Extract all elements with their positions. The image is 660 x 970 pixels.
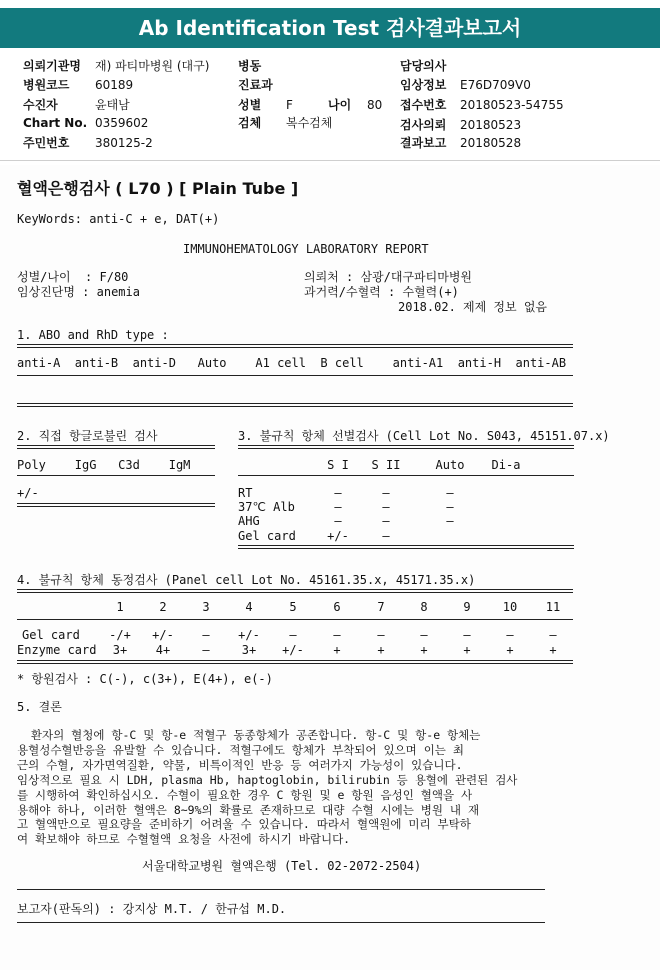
conclusion-line: 용해야 하나, 이러한 혈액은 8~9%의 확률로 존재하므로 대량 수혈 시에는 병원 내 재: [17, 802, 480, 817]
header-field-value: 20180528: [460, 136, 522, 150]
section3-cell: –: [382, 500, 390, 514]
section2-rule: [17, 475, 215, 476]
section4-col-header: 10: [502, 600, 518, 614]
keywords-line: KeyWords: anti-C + e, DAT(+): [17, 212, 220, 226]
section3-cell: –: [446, 500, 454, 514]
header-age: [328, 96, 382, 113]
header-field-value: 복수검체: [286, 116, 333, 130]
header-field-label: 병동: [238, 59, 262, 73]
header-field-value: 60189: [95, 78, 134, 92]
section4-col-header: 6: [333, 600, 341, 614]
section3-rule: [238, 475, 574, 476]
section1-bottom-rule: [17, 403, 573, 407]
section4-cell: –: [289, 628, 297, 642]
header-field-label: 검체: [238, 116, 262, 130]
age-label: 나이: [328, 98, 352, 112]
section2-headers: Poly IgG C3d IgM: [17, 458, 191, 472]
section3-cell: –: [382, 514, 390, 528]
transfusion-history: 과거력/수혈력 : 수혈력(+): [304, 285, 459, 299]
header-field-value: 380125-2: [95, 136, 153, 150]
section4-row-label: Enzyme card: [17, 643, 97, 657]
section4-bottom-rule: [17, 660, 573, 664]
section3-cell: –: [334, 500, 342, 514]
header-field: [238, 76, 286, 93]
header-field: [400, 96, 564, 113]
section4-col-header: 9: [463, 600, 471, 614]
section3-cell: –: [446, 514, 454, 528]
header-field-label: 담당의사: [400, 59, 447, 73]
section4-col-header: 2: [159, 600, 167, 614]
section4-cell: +: [463, 643, 471, 657]
section4-cell: 4+: [155, 643, 171, 657]
header-field-label: 병원코드: [23, 78, 70, 92]
section4-cell: +/-: [152, 628, 174, 642]
section4-cell: –: [202, 643, 210, 657]
conclusion-line: 임상적으로 필요 시 LDH, plasma Hb, haptoglobin, bilirubin 등 용혈에 관련된 검사: [17, 772, 518, 787]
section4-col-header: 4: [245, 600, 253, 614]
header-field: [23, 116, 148, 130]
header-field: [23, 96, 130, 113]
header-field-value: E76D709V0: [460, 78, 531, 92]
section4-cell: –: [420, 628, 428, 642]
section3-bottom-rule: [238, 545, 574, 549]
header-field-value: F: [286, 98, 293, 112]
footer-rule-top: [17, 889, 545, 890]
conclusion-line: 환자의 혈청에 항-C 및 항-e 적혈구 동종항체가 공존합니다. 항-C 및 항-e 항체는: [17, 728, 481, 742]
header-field-label: 임상정보: [400, 78, 447, 92]
section3-col-header: Di-a: [491, 458, 521, 472]
section1-headers: anti-A anti-B anti-D Auto A1 cell B cell anti-A1 anti-H anti-AB: [17, 356, 567, 370]
header-field: [23, 76, 133, 93]
conclusion-line: 고 혈액만으로 필요량을 준비하기 어려울 수 있습니다. 따라서 혈액원에 미리 부탁하: [17, 817, 471, 832]
conclusion-line: 를 시행하여 확인하십시오. 수혈이 필요한 경우 C 항원 및 e 항원 음성인 혈액을 사: [17, 787, 473, 802]
age-value: 80: [367, 98, 383, 112]
section3-cell: –: [446, 486, 454, 500]
header-field: [400, 134, 521, 151]
header-field-value: 20180523: [460, 118, 522, 132]
section3-row-label: 37℃ Alb: [238, 500, 295, 514]
conclusion-line: 여 확보해야 하므로 수혈혈액 요청을 사전에 하시기 바랍니다.: [17, 832, 351, 847]
section4-cell: –: [549, 628, 557, 642]
header-field: [400, 116, 521, 133]
antigen-test-line: * 항원검사 : C(-), c(3+), E(4+), e(-): [17, 672, 273, 686]
section4-cell: +/-: [238, 628, 260, 642]
header-field-value: 0359602: [95, 116, 149, 130]
section1-rule: [17, 375, 573, 376]
section4-cell: +/-: [282, 643, 304, 657]
section1-double-rule: [17, 344, 573, 348]
section4-col-header: 11: [545, 600, 561, 614]
section3-col-header: Auto: [435, 458, 465, 472]
section3-cell: –: [382, 529, 390, 543]
section4-cell: +: [549, 643, 557, 657]
reporter-line: 보고자(판독의) : 강지상 M.T. / 한규섭 M.D.: [17, 902, 287, 916]
section3-col-header: S II: [371, 458, 401, 472]
lab-report-title: IMMUNOHEMATOLOGY LABORATORY REPORT: [183, 242, 429, 256]
section4-cell: -/+: [109, 628, 131, 642]
section4-cell: 3+: [112, 643, 128, 657]
section4-cell: +: [506, 643, 514, 657]
section3-double-rule: [238, 445, 574, 449]
section1-title: 1. ABO and RhD type :: [17, 328, 169, 342]
institution-line: 서울대학교병원 혈액은행 (Tel. 02-2072-2504): [142, 859, 422, 873]
section3-col-header: S I: [327, 458, 349, 472]
header-field: [400, 57, 460, 74]
section4-cell: –: [333, 628, 341, 642]
header-field-label: 접수번호: [400, 98, 447, 112]
header-field: [400, 76, 531, 93]
section4-row-label: Gel card: [22, 628, 80, 642]
section5-title: 5. 결론: [17, 700, 62, 714]
header-field-label: 성별: [238, 98, 262, 112]
patient-sex-age: 성별/나이 : F/80: [17, 270, 129, 284]
report-title-bar: Ab Identification Test 검사결과보고서: [0, 8, 660, 48]
section4-cell: –: [202, 628, 210, 642]
section2-bottom-rule: [17, 503, 215, 507]
section4-cell: +: [377, 643, 385, 657]
section4-col-header: 8: [420, 600, 428, 614]
section4-cell: –: [463, 628, 471, 642]
header-field-value: 재) 파티마병원 (대구): [95, 59, 210, 73]
section4-cell: 3+: [241, 643, 257, 657]
section3-row-label: AHG: [238, 514, 260, 528]
section4-cell: –: [377, 628, 385, 642]
section3-cell: +/-: [327, 529, 349, 543]
section4-cell: –: [506, 628, 514, 642]
header-field-value: 20180523-54755: [460, 98, 564, 112]
footer-rule-bottom: [17, 922, 545, 923]
section4-cell: +: [420, 643, 428, 657]
header-field: [238, 96, 293, 113]
section3-cell: –: [334, 514, 342, 528]
section4-col-header: 1: [116, 600, 124, 614]
section4-rule: [17, 619, 573, 620]
section3-row-label: Gel card: [238, 529, 296, 543]
section3-cell: –: [382, 486, 390, 500]
section4-col-header: 3: [202, 600, 210, 614]
header-field: [23, 134, 153, 151]
section3-row-label: RT: [238, 486, 253, 500]
header-field-label: 주민번호: [23, 136, 70, 150]
header-divider: [0, 160, 660, 161]
referral-facility: 의뢰처 : 삼광/대구파티마병원: [304, 270, 473, 284]
conclusion-line: 용혈성수혈반응을 유발할 수 있습니다. 적혈구에도 항체가 부착되어 있으며 이는 최: [17, 742, 464, 757]
report-heading: 혈액은행검사 ( L70 ) [ Plain Tube ]: [17, 179, 299, 198]
section2-title: 2. 직접 항글로불린 검사: [17, 429, 158, 443]
section4-title: 4. 불규칙 항체 동정검사 (Panel cell Lot No. 45161.35.x, 45171.35.x): [17, 573, 476, 587]
header-field-label: 수진자: [23, 98, 58, 112]
header-field-label: 의뢰기관명: [23, 59, 81, 73]
section4-double-rule: [17, 589, 573, 593]
section3-cell: –: [334, 486, 342, 500]
section2-double-rule: [17, 445, 215, 449]
header-field-label: 검사의뢰: [400, 118, 447, 132]
section3-title: 3. 불규칙 항체 선별검사 (Cell Lot No. S043, 45151.07.x): [238, 429, 610, 443]
section2-values: +/-: [17, 486, 39, 500]
section4-col-header: 7: [377, 600, 385, 614]
section4-col-header: 5: [289, 600, 297, 614]
section4-cell: +: [333, 643, 341, 657]
header-field: [238, 57, 286, 74]
header-field: [23, 57, 209, 74]
header-field-label: 진료과: [238, 78, 273, 92]
header-field: [238, 114, 332, 131]
header-field-label: 결과보고: [400, 136, 447, 150]
patient-diagnosis: 임상진단명 : anemia: [17, 285, 140, 299]
header-field-label: Chart No.: [23, 116, 88, 130]
transfusion-note: 2018.02. 제제 정보 없음: [398, 300, 548, 314]
conclusion-line: 근의 수혈, 자가면역질환, 약물, 비특이적인 반응 등 여러가지 가능성이 있습니다.: [17, 757, 463, 772]
header-field-value: 윤태남: [95, 98, 130, 112]
